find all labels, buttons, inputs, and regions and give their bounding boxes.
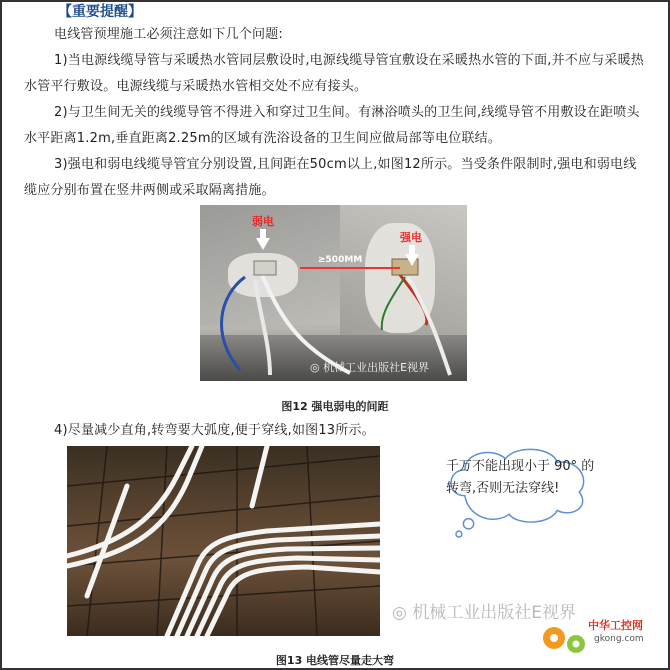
- distance-arrow: [300, 267, 400, 269]
- important-notice-heading: 【重要提醒】: [58, 4, 142, 20]
- figure13-caption: 图13 电线管尽量走大弯: [275, 654, 395, 667]
- figure13-photo: [67, 446, 380, 636]
- figure12-watermark: ◎ 机械工业出版社E视界: [310, 361, 430, 374]
- arrow-down-icon: [405, 254, 419, 266]
- rule-2-paragraph: 2)与卫生间无关的线缆导管不得进入和穿过卫生间。有淋浴喷头的卫生间,线缆导管不用敷设在距喷头水平距离1.2m,垂直距离2.25m的区域有洗浴设备的卫生间应做局部等电位联结。: [24, 105, 640, 146]
- logo-name: 中华工控网: [588, 619, 643, 632]
- weak-current-label: 弱电: [252, 215, 274, 228]
- rule-3-paragraph: 3)强电和弱电线缆导管宜分别设置,且间距在50cm以上,如图12所示。当受条件限制时,强电和弱电线缆应分别布置在竖井两侧或采取隔离措施。: [24, 157, 637, 198]
- strong-current-label: 强电: [400, 231, 422, 244]
- wechat-icon: ◎: [392, 603, 407, 623]
- rule-1-paragraph: 1)当电源线缆导管与采暖热水管同层敷设时,电源线缆导管宜敷设在采暖热水管的下面,并不应与采暖热水管平行敷设。电源线缆与采暖热水管相交处不应有接头。: [24, 53, 645, 94]
- arrow-down-icon: [256, 238, 270, 250]
- rule-4-paragraph: 4)尽量减少直角,转弯要大弧度,便于穿线,如图13所示。: [54, 423, 375, 438]
- logo-url: gkong.com: [594, 634, 644, 644]
- wechat-icon: ◎: [310, 361, 320, 374]
- figure12-photo: [200, 205, 467, 381]
- distance-label: ≥500MM: [318, 255, 363, 265]
- intro-paragraph: 电线管预埋施工必须注意如下几个问题:: [54, 27, 283, 42]
- figure13-watermark: ◎ 机械工业出版社E视界: [392, 603, 576, 623]
- thought-bubble-text: 千万不能出现小于 90° 的转弯,否则无法穿线!: [446, 459, 595, 496]
- figure12-caption: 图12 强电弱电的间距: [281, 400, 389, 413]
